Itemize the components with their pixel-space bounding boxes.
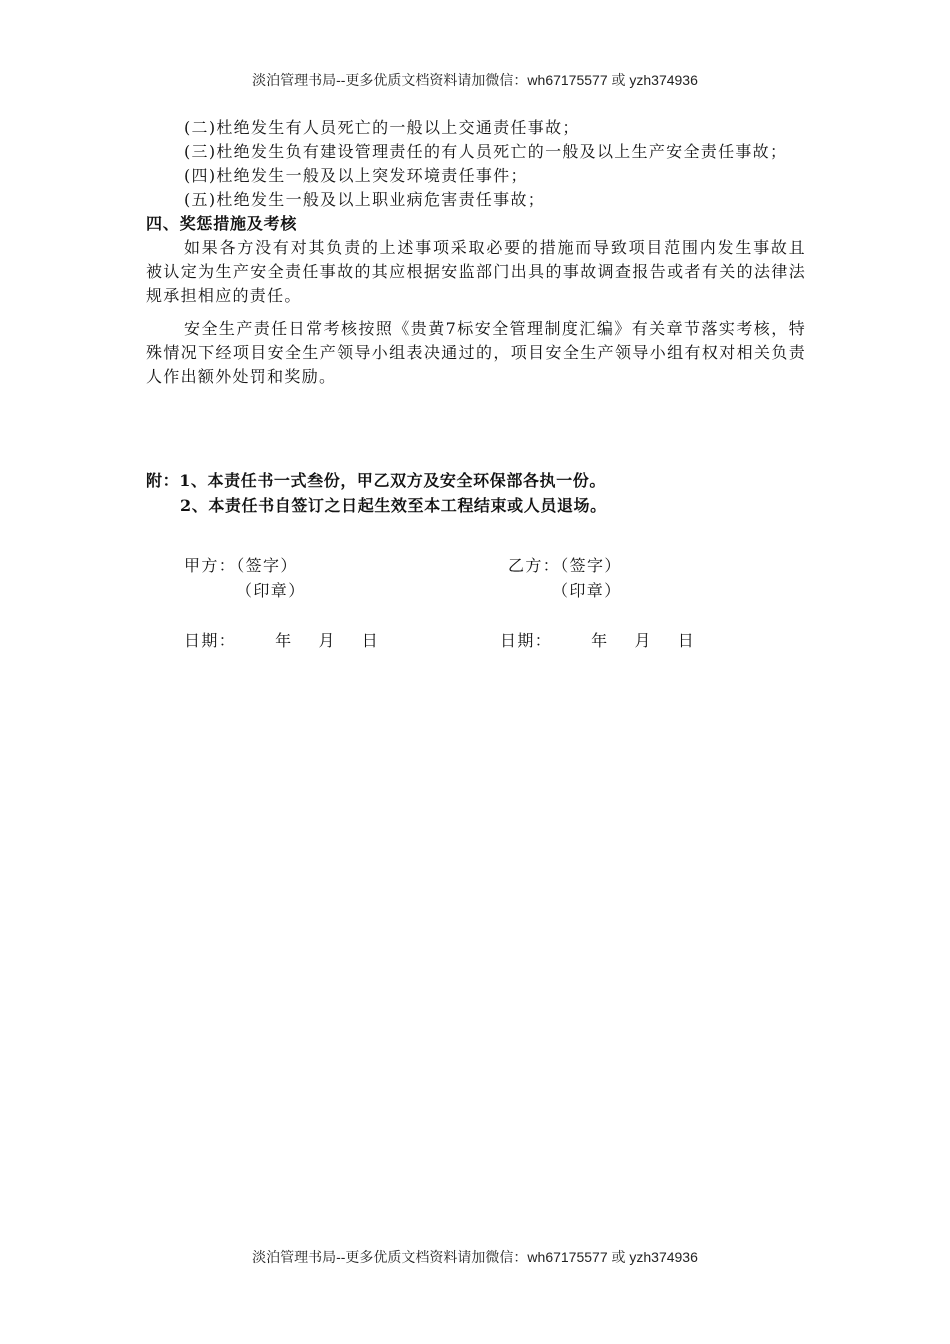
page-header: 淡泊管理书局--更多优质文档资料请加微信：wh67175577 或 yzh374936 xyxy=(252,72,698,88)
paragraph-penalty: 如果各方没有对其负责的上述事项采取必要的措施而导致项目范围内发生事故且被认定为生产安全责任事故的其应根据安监部门出具的事故调查报告或者有关的法律法规承担相应的责任。 xyxy=(146,238,806,305)
clause-item-5: (五)杜绝发生一般及以上职业病危害责任事故； xyxy=(184,190,546,209)
party-a-date: 日期： 年 月 日 xyxy=(184,631,380,650)
clause-item-2: (二)杜绝发生有人员死亡的一般以上交通责任事故； xyxy=(184,118,580,137)
party-a-seal: （印章） xyxy=(236,581,306,600)
page-footer: 淡泊管理书局--更多优质文档资料请加微信：wh67175577 或 yzh374936 xyxy=(252,1249,698,1265)
clause-item-3: (三)杜绝发生负有建设管理责任的有人员死亡的一般及以上生产安全责任事故； xyxy=(184,142,788,161)
party-b-seal: （印章） xyxy=(552,581,622,600)
paragraph-assessment: 安全生产责任日常考核按照《贵黄7标安全管理制度汇编》有关章节落实考核，特殊情况下经项目安全生产领导小组表决通过的，项目安全生产领导小组有权对相关负责人作出额外处罚和奖励。 xyxy=(146,319,806,386)
party-a-signature: 甲方：（签字） xyxy=(184,556,298,575)
party-b-date: 日期： 年 月 日 xyxy=(500,631,696,650)
annex-line-1: 附：1、本责任书一式叁份，甲乙双方及安全环保部各执一份。 xyxy=(146,471,606,490)
party-b-signature: 乙方：（签字） xyxy=(508,556,622,575)
section-heading: 四、奖惩措施及考核 xyxy=(146,214,298,233)
annex-notes xyxy=(146,468,826,518)
clause-item-4: (四)杜绝发生一般及以上突发环境责任事件； xyxy=(184,166,528,185)
annex-line-2: 2、本责任书自签订之日起生效至本工程结束或人员退场。 xyxy=(180,496,607,515)
document-body xyxy=(146,116,806,389)
